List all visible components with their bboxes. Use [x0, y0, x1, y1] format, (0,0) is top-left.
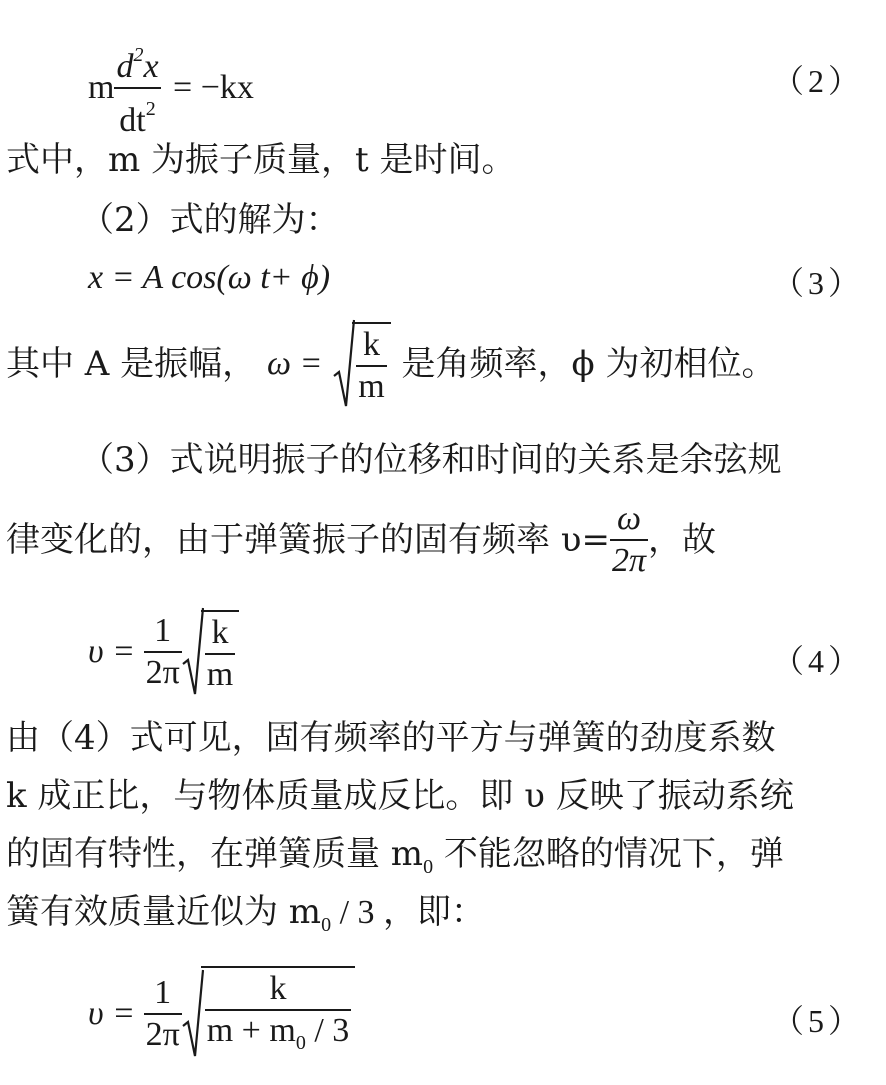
- equation-4: υ = $\frac{1}{2\pi}$ $\frac{k}{m}$: [88, 606, 239, 706]
- text-line-6: 由（4）式可见，固有频率的平方与弹簧的劲度系数: [6, 718, 776, 758]
- text-line-4: （3）式说明振子的位移和时间的关系是余弦规: [80, 440, 782, 480]
- text-line-9: 簧有效质量近似为 $m_0 / 3$ ，即：: [6, 892, 486, 936]
- eq2-rhs: = −kx: [173, 69, 254, 106]
- eq2-numerator: $d^2x$: [116, 44, 159, 85]
- text-line-1: 式中，m 为振子质量，t 是时间。: [6, 140, 516, 180]
- eq3-number: （3）: [771, 265, 864, 301]
- eq2-denominator: $dt^2$: [119, 98, 156, 139]
- equation-2: [88, 36, 254, 139]
- text-line-5: 律变化的，由于弹簧振子的固有频率 υ= $\frac{\omega}{2\pi}$ ，故: [6, 500, 717, 579]
- equation-5: υ = $\frac{1}{2\pi}$ $\frac{k}{m + m_0 / 3}$: [88, 966, 355, 1066]
- equation-3: x = A cos(ω t+ ϕ): [88, 259, 331, 296]
- text-line-3: 其中 A 是振幅， ω = $\frac{k}{m}$ 是角频率，ϕ 为初相位。: [6, 318, 776, 418]
- eq5-number: （5）: [771, 1003, 864, 1039]
- eq4-fraction: $\frac{1}{2\pi}$: [145, 612, 180, 691]
- eq5-sqrt: $\frac{k}{m + m_0 / 3}$: [182, 966, 356, 1062]
- omega-sqrt: $\frac{k}{m}$: [333, 318, 390, 410]
- eq4-number: （4）: [771, 643, 864, 679]
- text-line-7: k 成正比，与物体质量成反比。即 υ 反映了振动系统: [6, 776, 794, 816]
- eq2-fraction: [114, 36, 160, 140]
- eq2-coef: m: [88, 69, 115, 106]
- nu-fraction: $\frac{\omega}{2\pi}$: [611, 500, 647, 579]
- text-line-2: （2）式的解为：: [80, 200, 340, 240]
- eq2-number: （2）: [771, 63, 864, 99]
- eq5-fraction: $\frac{1}{2\pi}$: [145, 974, 180, 1053]
- text-line-8: 的固有特性，在弹簧质量 $m_0$ 不能忽略的情况下，弹: [6, 834, 784, 878]
- eq4-sqrt: $\frac{k}{m}$: [182, 606, 239, 698]
